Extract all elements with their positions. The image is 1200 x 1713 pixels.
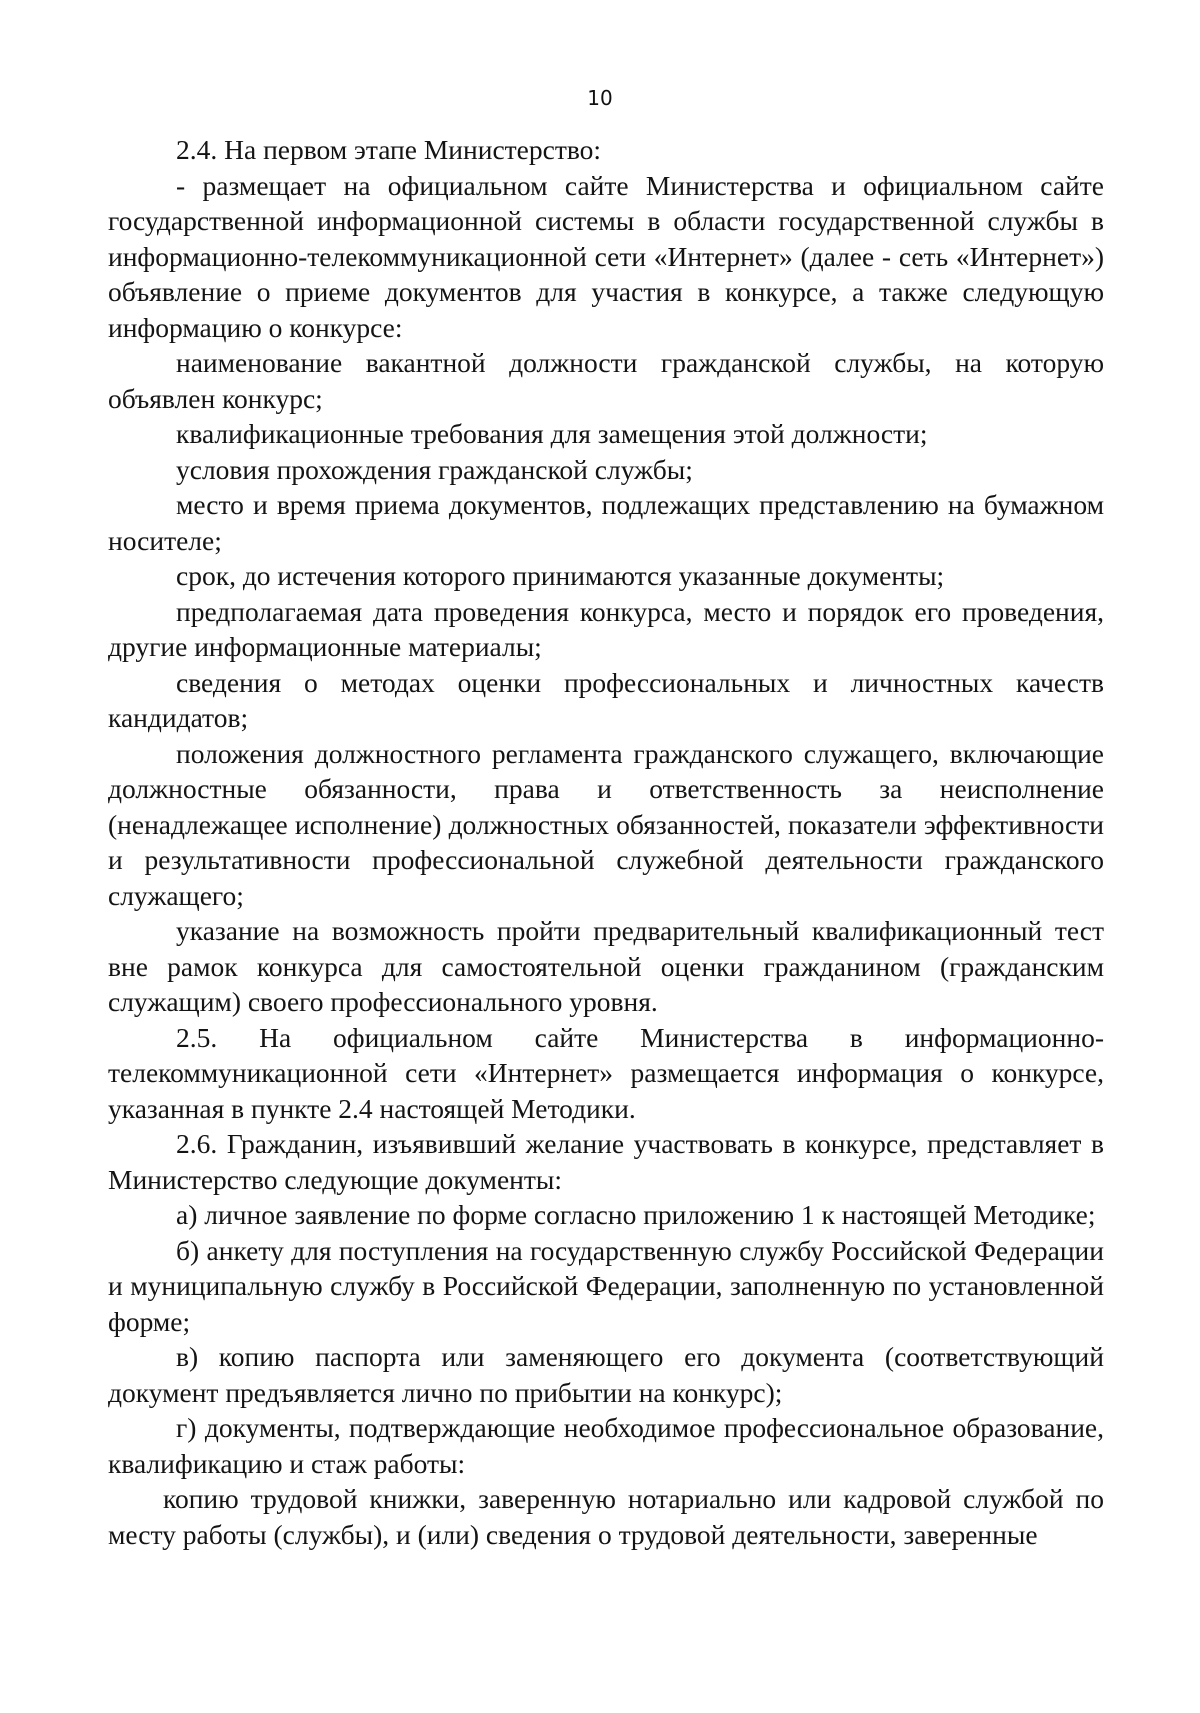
page-number: 10 xyxy=(587,86,613,110)
list-item-b-questionnaire: б) анкету для поступления на государственную службу Российской Федерации и муниципальную службу в Российской Федерации, заполненную по установленной форме; xyxy=(108,1234,1104,1337)
list-item-deadline: срок, до истечения которого принимаются указанные документы; xyxy=(176,560,945,591)
list-item-v-passport: в) копию паспорта или заменяющего его документа (соответствующий документ предъявляется лично по прибытии на конкурс); xyxy=(108,1341,1104,1408)
list-item-evaluation-methods: сведения о методах оценки профессиональных и личностных качеств кандидатов; xyxy=(108,666,1104,733)
list-item-vacancy-name: наименование вакантной должности гражданской службы, на которую объявлен конкурс; xyxy=(108,347,1104,414)
paragraph-2-5: 2.5. На официальном сайте Министерства в информационно-телекоммуникационной сети «Интернет» размещается информация о конкурсе, указанная в пункте 2.4 настоящей Методики. xyxy=(108,1021,1104,1124)
document-body xyxy=(108,132,1104,1552)
list-item-g-education-documents: г) документы, подтверждающие необходимое профессиональное образование, квалификацию и стаж работы: xyxy=(108,1412,1104,1479)
paragraph-employment-record: копию трудовой книжки, заверенную нотариально или кадровой службой по месту работы (службы), и (или) сведения о трудовой деятельности, заверенные xyxy=(108,1483,1104,1550)
list-item-qualification-test: указание на возможность пройти предварительный квалификационный тест вне рамок конкурса для самостоятельной оценки гражданином (гражданским служащим) своего профессионального уровня. xyxy=(108,915,1104,1017)
paragraph-publishing-announcement: - размещает на официальном сайте Министерства и официальном сайте государственной информационной системы в области государственной службы в информационно-телекоммуникационной сети «Интернет» (далее - сеть «Интернет») объявление о приеме документов для участия в конкурсе, а также следующую информацию о конкурсе: xyxy=(108,169,1104,343)
list-item-service-conditions: условия прохождения гражданской службы; xyxy=(176,453,693,485)
paragraph-2-4-heading: 2.4. На первом этапе Министерство: xyxy=(176,134,602,165)
list-item-job-regulations: положения должностного регламента гражданского служащего, включающие должностные обязанности, права и ответственность за неисполнение (ненадлежащее исполнение) должностных обязанностей, показатели эффективности и результативности профессиональной служебной деятельности гражданского служащего; xyxy=(108,737,1104,911)
list-item-qualification-requirements: квалификационные требования для замещения этой должности; xyxy=(176,418,928,449)
list-item-contest-date: предполагаемая дата проведения конкурса, место и порядок его проведения, другие информационные материалы; xyxy=(108,595,1104,662)
list-item-a-application: а) личное заявление по форме согласно приложению 1 к настоящей Методике; xyxy=(176,1199,1096,1230)
paragraph-2-6: 2.6. Гражданин, изъявивший желание участвовать в конкурсе, представляет в Министерство следующие документы: xyxy=(108,1128,1104,1195)
list-item-document-reception: место и время приема документов, подлежащих представлению на бумажном носителе; xyxy=(108,489,1104,556)
